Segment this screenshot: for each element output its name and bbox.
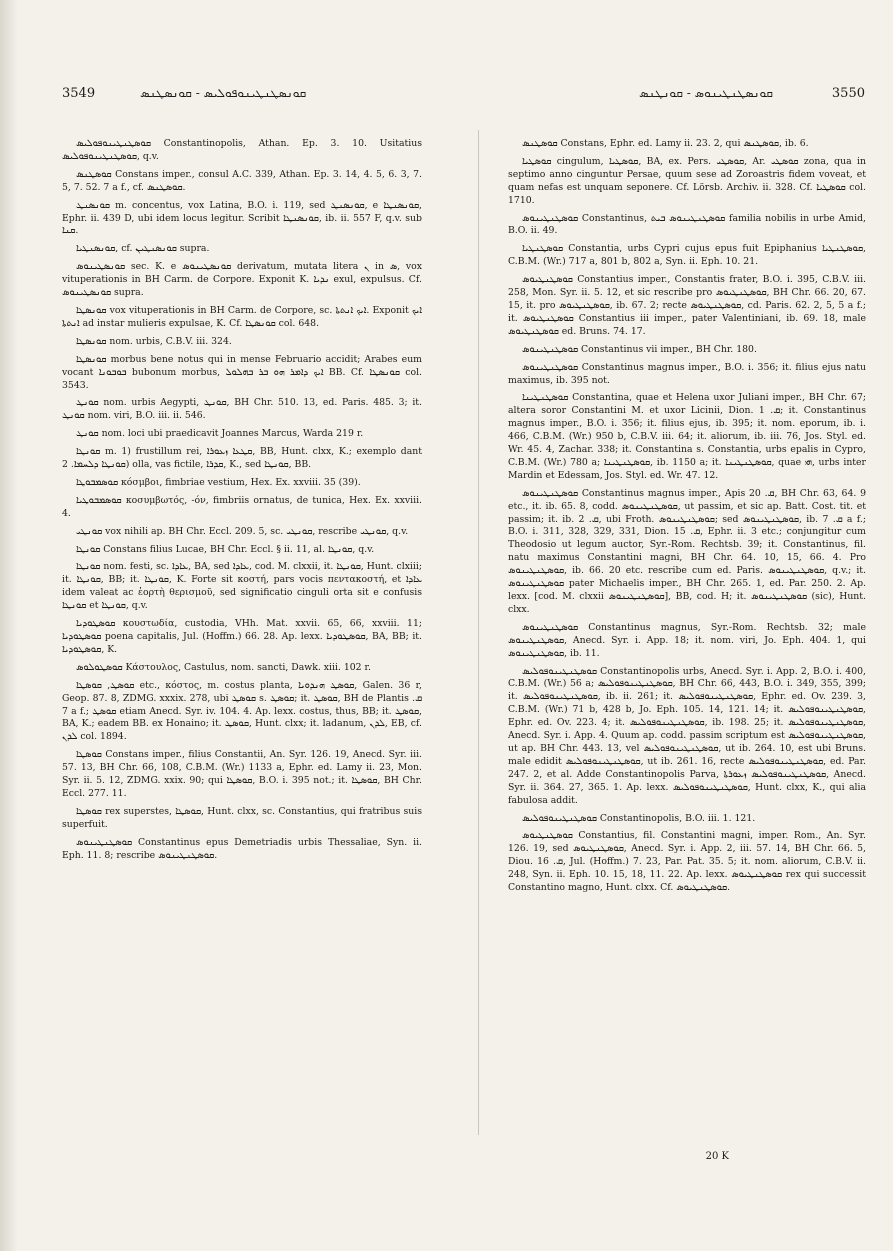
- dictionary-entry: ܩܘܣܛܐ rex superstes, ܩܘܣܛܐ, Hunt. clxx, sc. Constantius, qui fratribus suis superfuit.: [62, 805, 422, 830]
- page-number-right: 3550: [831, 86, 865, 101]
- dictionary-entry: ܩܘܢܣܢܛܝܐ, cf. ܩܘܢܣܢܛܝܢ supra.: [76, 243, 210, 255]
- page-number-left: 3549: [62, 86, 96, 101]
- dictionary-entry: ܩܘܣܛܢܛܝܢܘܣ Constantinus magnus imper., Apis ܩ. 20, BH Chr. 63, 64. 9 etc., it. ib. 65. 8, codd. ܩܘܣܛܢܛܝܢܘܣ, ut passim, et sic ap. Batt. Cost. tit. et passim; it. ib. ܩ. 2, ubi Froth. ܩܘܣܛܢܛܝܢܘܣ; sed ܩܘܣܛܢܛܝܢܘܣ, ib. ܩ. 7 a f.; B.O. i. 311, 328, 329, 331, Dion. ܩ. 15, Ephr. ii. 3 etc.; conjungitur cum Theodosio ut legum auctor, Syr.-Rom. Rechtsb. 39; it. Constantinus, fil. natu maximus Constantini magni, BH Chr. 64. 10, 15, 66. 4. Pro ܩܘܣܛܢܛܝܢܘܣ, ib. 66. 20 etc. rescribe cum ed. Paris. ܩܘܣܛܢܛܝܢܘܣ, q.v.; it. ܩܘܣܛܢܛܝܢܘܣ pater Michaelis imper., BH Chr. 265. 1, ed. Par. 250. 2. Ap. lexx. [cod. M. clxxii ܩܘܣܛܢܛܝܢܘܣ], BB, cod. H; it. ܩܘܣܛܢܛܝܢܘܣ (sic), Hunt. clxx.: [508, 487, 867, 615]
- dictionary-entry: ܩܘܢܣܢܛ m. concentus, vox Latina, B.O. i. 119, sed ܩܘܢܣܢܛ, e ܩܘܢܣܢܛܐ, Ephr. ii. 439 D, ubi idem locus legitur. Scribit ܩܘܢܣܢܛܐ, ib. ii. 557 F, q.v. sub ܩܢܐ.: [62, 199, 422, 237]
- binding-gutter: [0, 0, 18, 1251]
- dictionary-entry: ܩܘܣܛܢܛܝܐ Constantia, urbs Cypri cujus epus fuit Epiphanius ܩܘܣܛܢܛܝܐ, C.B.M. (Wr.) 717 a, 801 b, 802 a, Syn. ii. Eph. 10. 21.: [508, 243, 866, 268]
- dictionary-entry: ܩܘܢܛܐ nom. festi, sc. ܥܐܕܐ, BA, sed ܥܐܕܐ, cod. M. clxxii, it. ܩܘܢܛܐ, Hunt. clxiii; it. ܩܘܢܛܐ, BB; it. ܩܘܢܛܐ, K. Forte sit κοστή, pars vocis πεντακοστή, et ܥܐܕܐ idem valeat ac ἑορτὴ θερισμοῦ, sed significatio cinguli orta sit e confusis ܩܘܢܛܐ et ܩܘܢܛܐ, q.v.: [62, 561, 422, 612]
- dictionary-entry: ܩܘܣܛܢܛܝܢܐ Constantina, quae et Helena uxor Juliani imper., BH Chr. 67; altera soror Constantini M. et uxor Licinii, Dion. ܩ. 1; it. Constantinus magnus imper., B.O. i. 356; it. filius ejus, ib. 395; it. nom. eporum, ib. i. 466, C.B.M. (Wr.) 950 b, C.B.V. iii. 64; it. aliorum, ib. iii. 76, Jos. Styl. ed. Wr. 45. 4, Zachar. 338; it. Constantina s. Constantia, urbs epalis in Cypro, C.B.M. (Wr.) 780 a; ܩܘܣܛܢܛܝܢܐ, ib. 1150 a; it. ܩܘܣܛܢܛܝܢܐ, quae ܗܝ, urbs inter Mardin et Edessam, Jos. Styl. ed. Wr. 47. 12.: [508, 392, 866, 481]
- dictionary-entry: ܩܘܢܛܝ vox nihili ap. BH Chr. Eccl. 209. 5, sc. ܩܘܢܛܝ, rescribe ܩܘܢܛܝ, q.v.: [76, 525, 409, 537]
- left-column: [62, 138, 422, 868]
- dictionary-entry: ܩܘܣܡܒܘܛܐ κόσμβοι, fimbriae vestium, Hex. Ex. xxviii. 35 (39).: [76, 476, 361, 488]
- dictionary-entry: ܩܘܢܣܛܐ nom. urbis, C.B.V. iii. 324.: [76, 335, 232, 347]
- dictionary-entry: ܩܘܢܣܛܝܢܘܣ sec. K. e ܩܘܢܣܛܝܢܘܣ derivatum, mutata litera ܢ in ܣ, vox vituperationis in BH Carm. de Corpore. Exponit K. ܢܕܝܐ exul, expulsus. Cf. ܩܘܢܣܛܝܢܘܣ supra.: [62, 261, 422, 299]
- column-divider: [478, 130, 479, 1135]
- dictionary-entry: ܩܘܢܣܛܐ morbus bene notus qui in mense Februario accidit; Arabes eum vocant ܒܘܒܘܢܐ bubonum morbus, ܐܝܟ ܕܐܡܪ ܗܘ ܒܪ ܒܗܠܘܠ BB. Cf. ܩܘܢܣܛܐ col. 3543.: [62, 353, 422, 391]
- dictionary-entry: ܩܘܣܛܢܛܝܢܘܦܘܠܝܣ Constantinopolis urbs, Anecd. Syr. i. App. 2, B.O. i. 400, C.B.M. (Wr.) 56 a; ܩܘܣܛܢܛܝܢܘܦܘܠܝܣ, BH Chr. 66, 443, B.O. i. 349, 355, 399; it. ܩܘܣܛܢܛܝܢܘܦܘܠܝܣ, ib. ii. 261; it. ܩܘܣܛܢܛܝܢܘܦܘܠܝܣ, Ephr. ed. Ov. 239. 3, C.B.M. (Wr.) 71 b, 428 b, Jo. Eph. 105. 14, 121. 14; it. ܩܘܣܛܢܛܝܢܘܦܘܠܝܣ, Ephr. ed. Ov. 223. 4; it. ܩܘܣܛܢܛܝܢܘܦܘܠܝܣ, ib. 198. 25; it. ܩܘܣܛܢܛܝܢܘܦܘܠܝܣ, Anecd. Syr. i. App. 4. Quum ap. codd. passim scriptum est ܩܘܣܛܢܛܝܢܘܦܘܠܝܣ, ut ap. BH Chr. 443. 13, vel ܩܘܣܛܢܛܝܢܘܦܘܠܝܣ, ut ib. 264. 10, est ubi Bruns. male edidit ܩܘܣܛܢܛܝܢܘܦܘܠܝܣ, ut ib. 261. 16, recte ܩܘܣܛܢܛܝܢܘܦܘܠܝܣ, ed. Par. 247. 2, et al. Adde Constantinopolis Parva, ܩܘܣܛܢܛܝܢܘܦܘܠܝܣ ܙܥܘܪܬܐ, Anecd. Syr. ii. 364. 27, 365. 1. Ap. lexx. ܩܘܣܛܢܛܝܢܘܦܘܠܝܣ, Hunt. clxx, K., qui alia fabulosa addit.: [508, 665, 866, 806]
- page-header: [62, 86, 865, 108]
- dictionary-entry: ܩܘܣܛܘܕܝܐ κουστωδία, custodia, VHh. Mat. xxvii. 65, 66, xxviii. 11; ܩܘܣܛܘܕܝܐ poena capitalis, Jul. (Hoffm.) 66. 28. Ap. lexx. ܩܘܣܛܘܕܝܐ, BA, BB; it. ܩܘܣܛܘܕܝܐ, K.: [62, 618, 422, 655]
- dictionary-entry: ܩܘܢܛܐ m. 1) frustillum rei, ܩܛܥܐ ܙܥܘܪܐ, BB, Hunt. clxx, K.; exemplo dant ܩܘܢܛܐ ܕܠܚܡܐ. 2) olla, vas fictile, ܩܕܪܐ, K., sed ܩܘܢܛܐ, BB.: [62, 446, 422, 471]
- dictionary-entry: ܩܘܣܛܢܛܝܘܣ Constantius imper., Constantis frater, B.O. i. 395, C.B.V. iii. 258, Mon. Syr. ii. 5. 12, et sic rescribe pro ܩܘܣܛܢܛܝܘܣ, BH Chr. 66. 20, 67. 15, it. pro ܩܘܣܛܢܛܝܘܣ, ib. 67. 2; recte ܩܘܣܛܢܛܝܘܣ, cd. Paris. 62. 2, 5, 5 a f.; it. ܩܘܣܛܢܛܝܘܣ Constantius iii imper., pater Valentiniani, ib. 69. 18, male ܩܘܣܛܢܛܝܘܣ ed. Bruns. 74. 17.: [508, 274, 866, 337]
- dictionary-entry: ܩܘܣܛ, ܩܘܣܛܐ etc., κόστος, m. costus planta, ܩܘܣܛ ܗܢܕܘܝܐ, Galen. 36 r, Geop. 87. 8, ZDMG. xxxix. 278, ubi ܩܘܣܛ s. ܩܘܣܛ; it. ܩܘܣܛ, BH de Plantis ܩ. 7 a f.; ܩܘܣܛ etiam Anecd. Syr. iv. 104. 4. Ap. lexx. costus, thus, BB; it. ܩܘܣܛ, BA, K.; eadem BB. ex Honaino; it. ܩܘܣܛ, Hunt. clxx; it. ladanum, ܠܕܢ, EB, cf. ܠܕܢ col. 1894.: [62, 679, 422, 743]
- dictionary-entry: ܩܘܣܛܢܣ Constans, Ephr. ed. Lamy ii. 23. 2, qui ܩܘܣܛܢܣ, ib. 6.: [522, 138, 809, 149]
- dictionary-entry: ܩܘܢܛ nom. urbis Aegypti, ܩܘܢܛ, BH Chr. 510. 13, ed. Paris. 485. 3; it. ܩܘܢܛ nom. viri, B.O. iii. ii. 546.: [62, 397, 422, 422]
- dictionary-entry: ܩܘܣܛܢܛܝܢܘܣ Constantinus epus Demetriadis urbis Thessaliae, Syn. ii. Eph. 11. 8; rescribe ܩܘܣܛܢܛܝܢܘܣ.: [62, 836, 422, 861]
- dictionary-entry: ܩܘܣܛܢܣ Constans imper., consul A.C. 339, Athan. Ep. 3. 14, 4. 5, 6. 3, 7. 5, 7. 52. 7 a f., cf. ܩܘܣܛܢܣ.: [62, 168, 422, 193]
- dictionary-entry: ܩܘܣܛܢܛܝܘܣ Constantius, fil. Constantini magni, imper. Rom., An. Syr. 126. 19, sed ܩܘܣܛܢܛܝܘܣ, Anecd. Syr. i. App. 2, iii. 57. 14, BH Chr. 66. 5, Diou. ܩ. 16, Jul. (Hoffm.) 7. 23, Par. Pat. 35. 5; it. nom. aliorum, C.B.V. ii. 248, Syn. ii. Eph. 10. 15, 18, 11. 22. Ap. lexx. ܩܘܣܛܢܛܝܘܣ rex qui successit Constantino magno, Hunt. clxx. Cf. ܩܘܣܛܢܛܝܘܣ.: [508, 830, 866, 894]
- running-head-left: ܩܘܢܣܛܢܛܝܢܘܦܘܠܝܣ - ܩܘܢܣܛܢܣ: [140, 86, 307, 100]
- dictionary-entry: ܩܘܢܛ nom. loci ubi praedicavit Joannes Marcus, Warda 219 r.: [76, 428, 364, 440]
- dictionary-entry: ܩܘܣܛܢܛܝܢܘܣ Constantinus magnus, Syr.-Rom. Rechtsb. 32; male ܩܘܣܛܢܛܝܢܘܣ, Anecd. Syr. i. App. 18; it. nom. viri, Jo. Eph. 404. 1, qui ܩܘܣܛܢܛܝܢܘܣ, ib. 11.: [508, 621, 866, 659]
- dictionary-entry: ܩܘܣܛܢܛܝܢܘܣ Constantinus vii imper., BH Chr. 180.: [522, 343, 757, 355]
- dictionary-entry: ܩܘܣܛܢܛܝܢܘܦܘܠܝܣ Constantinopolis, B.O. iii. 1. 121.: [522, 812, 756, 824]
- signature-mark: 20 K: [705, 1151, 729, 1162]
- dictionary-entry: ܩܘܣܛܘܠܘܣ Κάστουλος, Castulus, nom. sancti, Dawk. xiii. 102 r.: [76, 661, 371, 673]
- right-column: [508, 138, 866, 900]
- dictionary-entry: ܩܘܣܛܝܐ cingulum, ܩܘܣܛܝܐ, BA, ex. Pers. ܩܘܣܛܝ, Ar. ܩܘܣܛܝ zona, qua in septimo anno cinguntur Persae, quum sese ad Zoroastris fidem voveat, et quam nefas est unquam seponere. Cf. Lörsb. Archiv. ii. 328. Cf. ܩܘܣܛܝܐ col. 1710.: [508, 155, 866, 206]
- dictionary-entry: ܩܘܣܡܒܘܛܝܐ κοσυμβωτός, -όν, fimbriis ornatus, de tunica, Hex. Ex. xxviii. 4.: [62, 494, 422, 519]
- dictionary-entry: ܩܘܣܛܢܛܝܢܘܣ Constantinus magnus imper., B.O. i. 356; it. filius ejus natu maximus, ib. 395 not.: [508, 361, 866, 386]
- dictionary-entry: ܩܘܢܣܛܐ vox vituperationis in BH Carm. de Corpore, sc. ܐܝܟ ܐܢܬܬܐ. Exponit ܐܝܟ ܐܢܬܬܐ ad instar mulieris expulsae, K. Cf. ܩܘܢܣܛܐ col. 648.: [62, 304, 422, 329]
- dictionary-entry: ܩܘܢܛܐ Constans filius Lucae, BH Chr. Eccl. § ii. 11, al. ܩܘܢܛܐ, q.v.: [76, 543, 375, 555]
- running-head-right: ܩܘܢܣܛܢܛܝܢܘܣ - ܩܘܢܛܢܣ: [638, 86, 773, 100]
- dictionary-entry: ܩܘܣܛܢܛܝܢܘܦܘܠܝܣ Constantinopolis, Athan. Ep. 3. 10. Usitatius ܩܘܣܛܢܛܝܢܘܦܘܠܝܣ, q.v.: [62, 138, 422, 162]
- dictionary-entry: ܩܘܣܛܐ Constans imper., filius Constantii, An. Syr. 126. 19, Anecd. Syr. iii. 57. 13, BH Chr. 66, 108, C.B.M. (Wr.) 1133 a, Ephr. ed. Lamy ii. 23, Mon. Syr. ii. 5. 12, ZDMG. xxix. 90; qui ܩܘܣܛܐ, B.O. i. 395 not.; it. ܩܘܣܛܐ, BH Chr. Eccl. 277. 11.: [62, 749, 422, 799]
- dictionary-entry: ܩܘܣܛܢܛܝܢܘܣ Constantinus, ܩܘܣܛܢܛܝܢܘܣ ܒܝܬ familia nobilis in urbe Amid, B.O. ii. 49.: [508, 212, 867, 237]
